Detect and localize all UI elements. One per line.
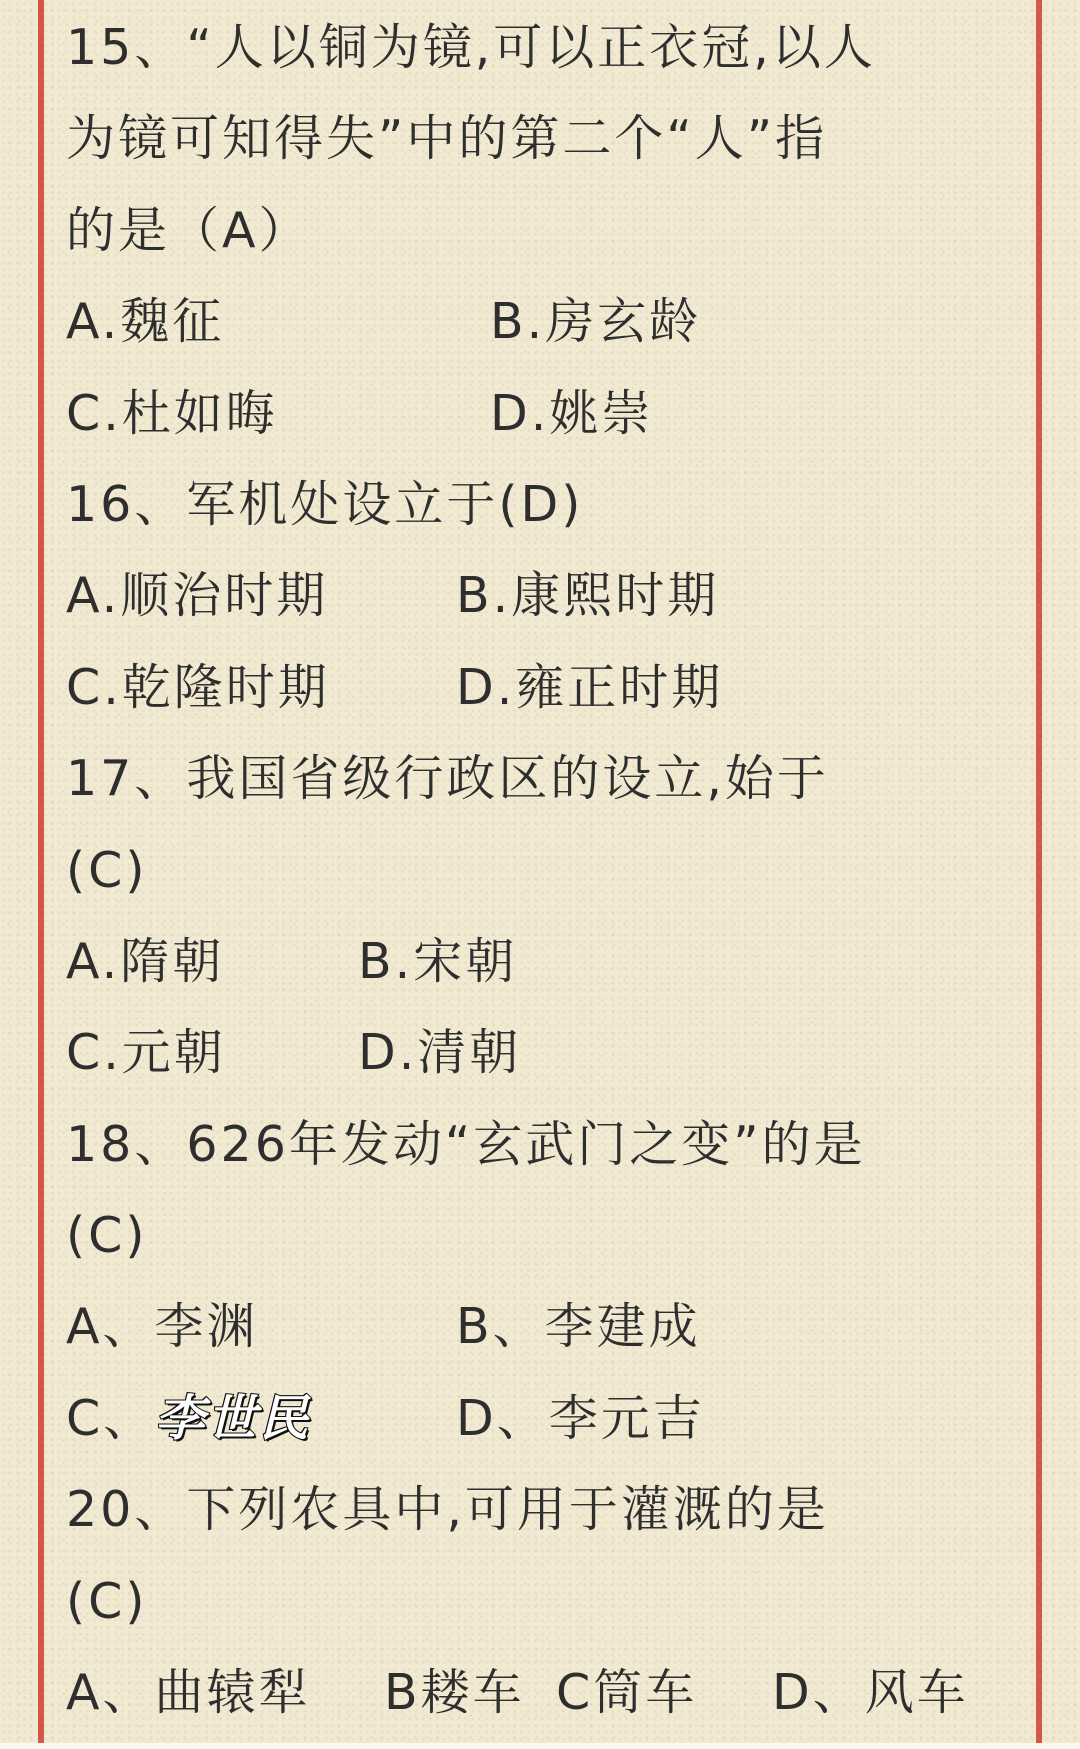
q20-option-c: C筒车 <box>556 1664 698 1722</box>
q16-option-d: D.雍正时期 <box>456 658 724 716</box>
q16-options-row-2 <box>66 642 1006 733</box>
q20-stem-line-2: (C) <box>66 1572 148 1630</box>
q17-option-d: D.清朝 <box>358 1024 522 1082</box>
right-border-line <box>1036 0 1042 1749</box>
quiz-content <box>66 2 1006 1738</box>
q18-option-c-overlay-text: 李世民 <box>155 1389 312 1447</box>
q15-options-row-2 <box>66 368 1006 459</box>
q20-option-b: B耧车 <box>384 1664 525 1722</box>
q20-options-row <box>66 1647 1006 1738</box>
q20-option-a: A、曲辕犁 <box>66 1664 311 1722</box>
q16-stem: 16、军机处设立于(D) <box>66 475 584 533</box>
q18-option-c <box>66 1373 311 1464</box>
q15-option-a: A.魏征 <box>66 293 225 351</box>
q17-stem-line-1: 17、我国省级行政区的设立,始于 <box>66 750 829 808</box>
q17-option-b: B.宋朝 <box>358 932 518 990</box>
bottom-strip <box>0 1743 1080 1749</box>
q17-stem-line-2: (C) <box>66 841 148 899</box>
q15-stem-line-3: 的是（A） <box>66 201 311 259</box>
q15-option-c: C.杜如晦 <box>66 384 278 442</box>
q15-stem-line-1: 15、“人以铜为镜,可以正衣冠,以人 <box>66 19 876 76</box>
q15-option-b: B.房玄龄 <box>490 293 702 351</box>
q15-option-d: D.姚崇 <box>490 384 654 442</box>
q20-stem-line-1: 20、下列农具中,可用于灌溉的是 <box>66 1481 829 1539</box>
q17-options-row-2 <box>66 1007 1006 1098</box>
q17-option-c: C.元朝 <box>66 1024 226 1082</box>
q17-options-row-1 <box>66 916 1006 1007</box>
q16-option-a: A.顺治时期 <box>66 567 329 625</box>
q18-option-a: A、李渊 <box>66 1298 259 1356</box>
q15-options-row-1 <box>66 276 1006 367</box>
q16-option-c: C.乾隆时期 <box>66 658 330 716</box>
q18-stem-line-2: (C) <box>66 1207 148 1265</box>
q17-option-a: A.隋朝 <box>66 932 225 990</box>
left-border-line <box>38 0 44 1749</box>
q18-option-d: D、李元吉 <box>456 1389 705 1447</box>
q18-stem-line-1: 18、626年发动“玄武门之变”的是 <box>66 1115 866 1173</box>
q18-option-c-prefix: C、 <box>66 1389 156 1447</box>
q15-stem-line-2: 为镜可知得失”中的第二个“人”指 <box>66 110 828 168</box>
q16-option-b: B.康熙时期 <box>456 567 720 625</box>
q18-options-row-1 <box>66 1281 1006 1372</box>
q16-options-row-1 <box>66 550 1006 641</box>
q20-option-d: D、风车 <box>772 1664 969 1722</box>
q18-options-row-2 <box>66 1373 1006 1464</box>
q18-option-b: B、李建成 <box>456 1298 701 1356</box>
